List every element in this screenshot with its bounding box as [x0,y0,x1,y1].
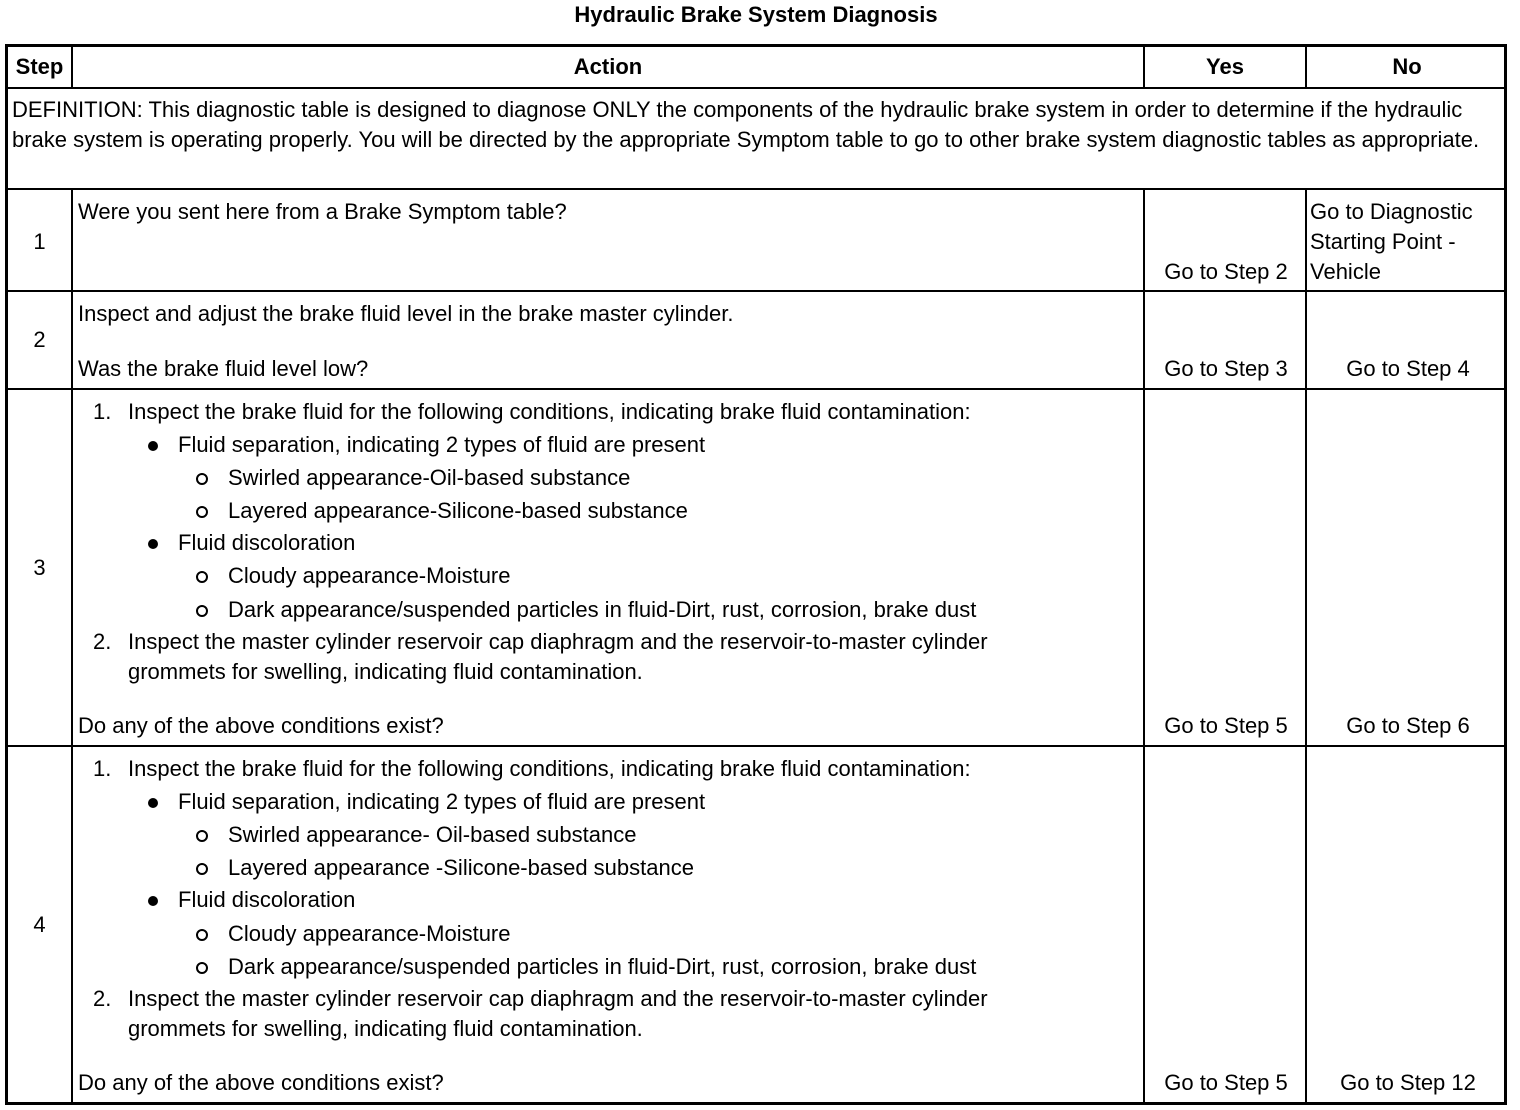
divider [8,745,1504,747]
divider [1143,47,1145,87]
divider [8,290,1504,292]
header-no: No [1392,54,1422,79]
divider [8,87,1504,89]
circle-bullet-icon [196,962,208,974]
step-question: Do any of the above conditions exist? [78,713,444,738]
no-result: Go to Step 6 [1346,713,1470,738]
divider [1305,47,1307,87]
step-question: Do any of the above conditions exist? [78,1070,444,1095]
list-item: Dark appearance/suspended particles in fluid-Dirt, rust, corrosion, brake dust [228,597,977,622]
circle-bullet-icon [196,830,208,842]
header-step: Step [15,54,64,79]
list-item: Swirled appearance-Oil-based substance [228,465,631,490]
circle-bullet-icon [196,863,208,875]
circle-bullet-icon [196,506,208,518]
list-item: Swirled appearance- Oil-based substance [228,822,637,847]
bullet-icon [148,441,158,451]
list-item: Fluid separation, indicating 2 types of fluid are present [178,432,706,457]
step-action: Inspect and adjust the brake fluid level in the brake master cylinder. [78,301,734,326]
definition-text: DEFINITION: This diagnostic table is designed to diagnose ONLY the components of the hydraulic brake system in order to determine if the hydraulic brake system is operating properly. You will be directed by the appropriate Symptom table to go to other brake system diagnostic tables as appropriate. [12,97,1480,152]
page-title: Hydraulic Brake System Diagnosis [574,2,938,27]
diagnosis-table [5,44,1507,1105]
circle-bullet-icon [196,929,208,941]
divider [8,188,1504,190]
list-item-number: 1. [93,756,112,781]
bullet-icon [148,798,158,808]
list-item-number: 2. [93,986,112,1011]
yes-result: Go to Step 3 [1164,356,1288,381]
list-item: Dark appearance/suspended particles in fluid-Dirt, rust, corrosion, brake dust [228,954,977,979]
list-item: Layered appearance-Silicone-based substance [228,498,688,523]
step-number: 3 [33,555,46,580]
step-number: 4 [33,912,46,937]
divider [8,388,1504,390]
list-item: Cloudy appearance-Moisture [228,563,511,588]
divider [1305,190,1307,1105]
list-item: Cloudy appearance-Moisture [228,921,511,946]
divider [1143,190,1145,1105]
list-item: Inspect the brake fluid for the following conditions, indicating brake fluid contamination: [128,399,971,424]
step-number: 1 [33,229,46,254]
step-question: Was the brake fluid level low? [78,356,369,381]
list-item: Inspect the master cylinder reservoir cap diaphragm and the reservoir-to-master cylinder [128,629,988,654]
no-result: Go to Step 4 [1346,356,1470,381]
no-result: Go to Diagnostic Starting Point - Vehicle [1310,199,1473,284]
step-number: 2 [33,327,46,352]
list-item: Fluid separation, indicating 2 types of fluid are present [178,789,706,814]
list-item: Inspect the brake fluid for the following conditions, indicating brake fluid contamination: [128,756,971,781]
no-result: Go to Step 12 [1340,1070,1476,1095]
bullet-icon [148,896,158,906]
list-item: Inspect the master cylinder reservoir cap diaphragm and the reservoir-to-master cylinder [128,986,988,1011]
yes-result: Go to Step 5 [1164,713,1288,738]
list-item: grommets for swelling, indicating fluid contamination. [128,1016,643,1041]
divider [71,47,73,87]
header-action: Action [573,54,643,79]
circle-bullet-icon [196,473,208,485]
circle-bullet-icon [196,605,208,617]
divider [71,190,73,1105]
yes-result: Go to Step 2 [1164,259,1288,284]
list-item-number: 2. [93,629,112,654]
list-item: grommets for swelling, indicating fluid contamination. [128,659,643,684]
yes-result: Go to Step 5 [1164,1070,1288,1095]
list-item: Fluid discoloration [178,530,356,555]
bullet-icon [148,539,158,549]
header-yes: Yes [1206,54,1244,79]
list-item-number: 1. [93,399,112,424]
list-item: Fluid discoloration [178,887,356,912]
circle-bullet-icon [196,571,208,583]
step-action: Were you sent here from a Brake Symptom table? [78,199,567,224]
list-item: Layered appearance -Silicone-based substance [228,855,694,880]
